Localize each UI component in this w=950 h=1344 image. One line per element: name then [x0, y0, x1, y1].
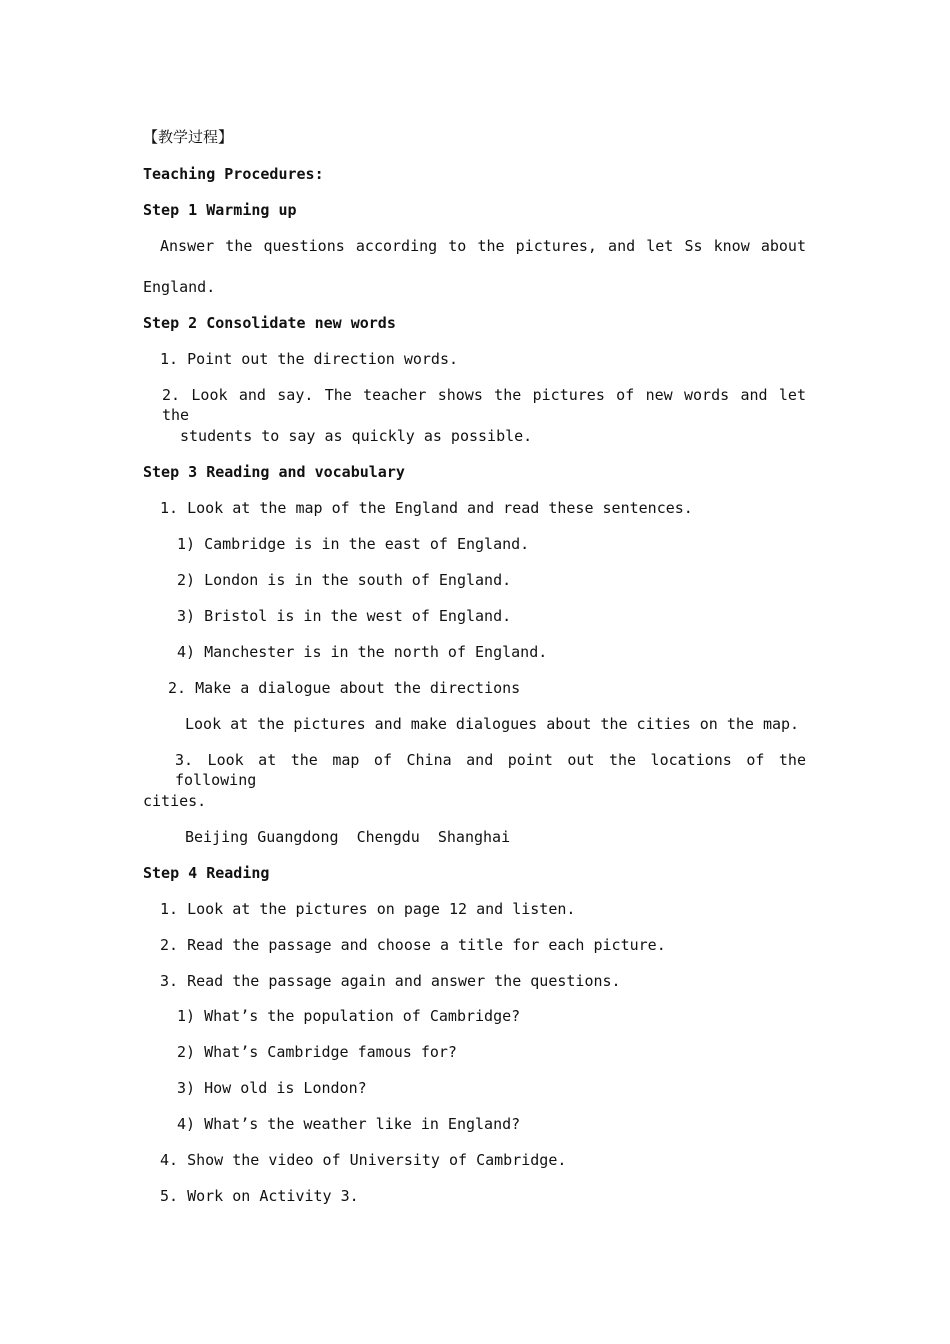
step4-item4: 4. Show the video of University of Cambridge.: [160, 1151, 567, 1169]
step3-sentence: 3) Bristol is in the west of England.: [177, 607, 512, 625]
step2-item2-line1: 2. Look and say. The teacher shows the pictures of new words and let the: [162, 386, 806, 424]
step4-item: 3. Read the passage again and answer the questions.: [160, 972, 621, 990]
step4-question: 3) How old is London?: [177, 1079, 367, 1097]
step3-cities: Beijing Guangdong Chengdu Shanghai: [185, 828, 511, 846]
step1-text-line1: Answer the questions according to the pictures, and let Ss know about: [160, 237, 806, 255]
step3-item2-detail: Look at the pictures and make dialogues about the cities on the map.: [185, 715, 800, 733]
step4-question: 4) What’s the weather like in England?: [177, 1115, 521, 1133]
step1-title: Step 1 Warming up: [143, 201, 297, 219]
step4-question: 2) What’s Cambridge famous for?: [177, 1043, 457, 1061]
step2-title: Step 2 Consolidate new words: [143, 314, 396, 332]
step4-item: 2. Read the passage and choose a title for each picture.: [160, 936, 666, 954]
step4-item5: 5. Work on Activity 3.: [160, 1187, 359, 1205]
step3-sentence: 4) Manchester is in the north of England.: [177, 643, 548, 661]
step3-item1: 1. Look at the map of the England and read these sentences.: [160, 499, 693, 517]
step3-title: Step 3 Reading and vocabulary: [143, 463, 405, 481]
step3-item2: 2. Make a dialogue about the directions: [168, 679, 521, 697]
step2-item2-line2: students to say as quickly as possible.: [180, 427, 533, 445]
procedures-heading: Teaching Procedures:: [143, 165, 324, 183]
section-title: 【教学过程】: [143, 128, 234, 146]
step3-sentence: 2) London is in the south of England.: [177, 571, 512, 589]
step4-title: Step 4 Reading: [143, 864, 270, 882]
step4-question: 1) What’s the population of Cambridge?: [177, 1007, 521, 1025]
step1-text-line2: England.: [143, 278, 216, 296]
step4-item: 1. Look at the pictures on page 12 and listen.: [160, 900, 576, 918]
step2-item1: 1. Point out the direction words.: [160, 350, 459, 368]
step3-sentence: 1) Cambridge is in the east of England.: [177, 535, 530, 553]
step3-item3-line1: 3. Look at the map of China and point out the locations of the following: [175, 751, 806, 789]
step3-item3-line2: cities.: [143, 792, 207, 810]
